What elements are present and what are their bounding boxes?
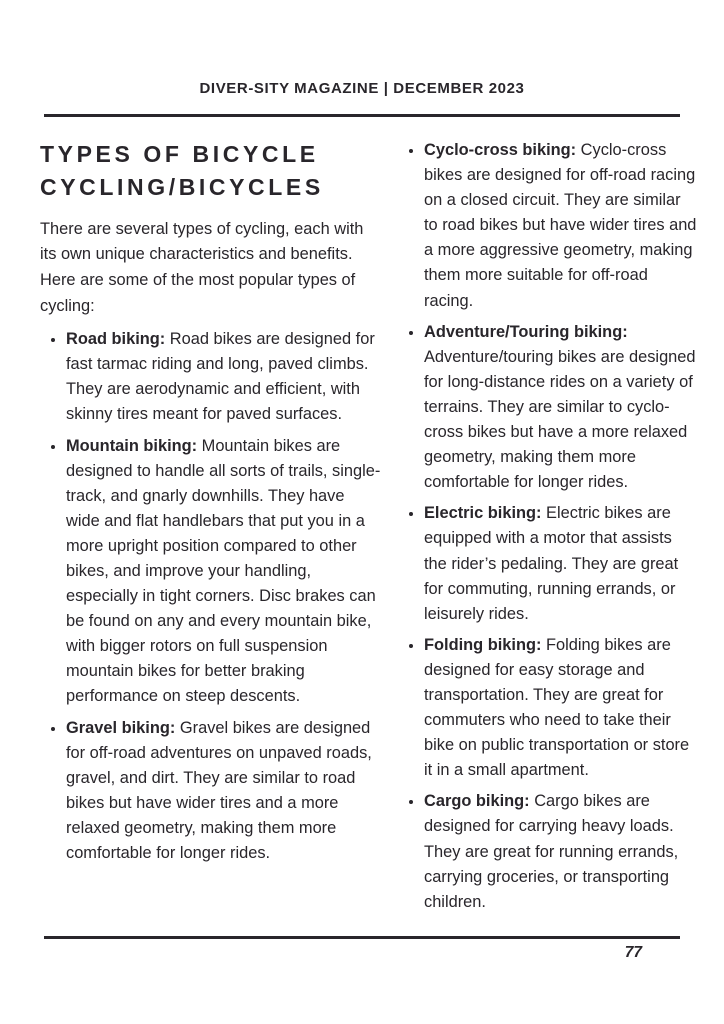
article-body bbox=[0, 117, 724, 921]
left-bike-list bbox=[40, 327, 381, 866]
item-description: Folding bikes are designed for easy storage and transportation. They are great for commuters who need to take their bike on public transportation or store it in a small apartment. bbox=[424, 635, 690, 780]
item-description: Road bikes are designed for fast tarmac riding and long, paved climbs. They are aerodynamic and efficient, with skinny tires meant for paved surfaces. bbox=[66, 330, 375, 424]
item-term: Electric biking: bbox=[424, 504, 542, 523]
item-description: Electric bikes are equipped with a motor that assists the rider’s pedaling. They are great for commuting, running errands, or leisurely rides. bbox=[424, 504, 679, 623]
item-term: Cargo biking: bbox=[424, 792, 530, 811]
item-term: Mountain biking: bbox=[66, 436, 198, 455]
list-item-cyclocross-biking bbox=[424, 138, 698, 314]
right-bike-list bbox=[398, 138, 698, 915]
list-item-folding-biking bbox=[424, 633, 698, 784]
item-description: Gravel bikes are designed for off-road adventures on unpaved roads, gravel, and dirt. They are similar to road bikes but have wider tires and a more relaxed geometry, making them more comfortable for longer rides. bbox=[66, 718, 372, 862]
list-item-adventure-touring-biking bbox=[424, 320, 698, 496]
list-item-road-biking bbox=[66, 327, 381, 427]
left-column bbox=[40, 138, 381, 921]
item-description: Adventure/touring bikes are designed for long-distance rides on a variety of terrains. They are similar to cyclo-cross bikes but have a more relaxed geometry, making them more comfortable for longer rides. bbox=[424, 347, 696, 492]
item-term: Gravel biking: bbox=[66, 718, 176, 737]
page-number: 77 bbox=[624, 944, 642, 961]
masthead: DIVER-SITY MAGAZINE | DECEMBER 2023 bbox=[199, 80, 525, 97]
right-column bbox=[398, 138, 698, 921]
article-intro: There are several types of cycling, each with its own unique characteristics and benefits. Here are some of the most popular types of cycling: bbox=[40, 219, 364, 315]
list-item-mountain-biking bbox=[66, 434, 381, 710]
footer-rule bbox=[44, 936, 680, 939]
item-term: Folding biking: bbox=[424, 635, 542, 654]
item-term: Road biking: bbox=[66, 330, 166, 349]
list-item-cargo-biking bbox=[424, 789, 698, 914]
article-title: TYPES OF BICYCLE CYCLING/BICYCLES bbox=[40, 141, 324, 200]
item-description: Cargo bikes are designed for carrying heavy loads. They are great for running errands, carrying groceries, or transporting children. bbox=[424, 792, 679, 911]
item-term: Adventure/Touring biking: bbox=[424, 322, 628, 341]
item-description: Cyclo-cross bikes are designed for off-road racing on a closed circuit. They are similar to road bikes but have wider tires and a more aggressive geometry, making them more suitable for off-road racing. bbox=[424, 141, 697, 310]
list-item-electric-biking bbox=[424, 501, 698, 626]
item-term: Cyclo-cross biking: bbox=[424, 141, 577, 159]
item-description: Mountain bikes are designed to handle all sorts of trails, single-track, and gnarly downhills. They have wide and flat handlebars that put you in a more upright position compared to other bikes, and improve your handling, especially in tight corners. Disc brakes can be found on any and every mountain bike, with bigger rotors on full suspension mountain bikes for better braking performance on steep descents. bbox=[66, 436, 381, 706]
list-item-gravel-biking bbox=[66, 716, 381, 867]
